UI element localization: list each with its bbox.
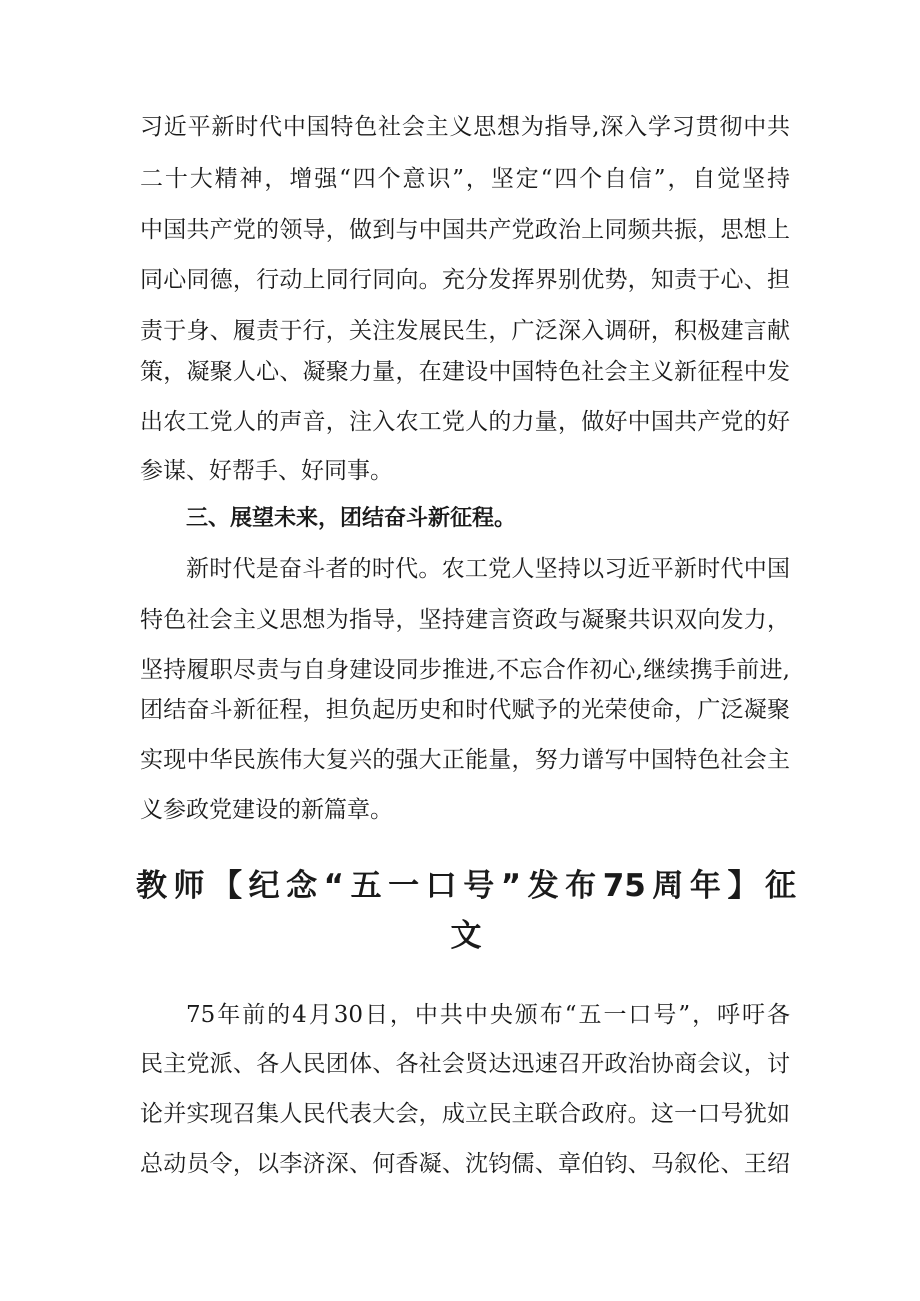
article-title: 教师【纪念“五一口号”发布75周年】征 <box>136 868 796 904</box>
paragraph-line: 策，凝聚人心、凝聚力量，在建设中国特色社会主义新征程中发 <box>140 359 790 385</box>
paragraph-line: 论并实现召集人民代表大会，成立民主联合政府。这一口号犹如 <box>140 1101 790 1127</box>
paragraph-line: 75年前的4月30日，中共中央颁布“五一口号”，呼吁各 <box>186 1002 790 1028</box>
paragraph-line: 参谋、好帮手、好同事。 <box>140 458 393 484</box>
paragraph-line: 新时代是奋斗者的时代。农工党人坚持以习近平新时代中国 <box>186 556 790 582</box>
paragraph-line: 习近平新时代中国特色社会主义思想为指导,深入学习贯彻中共 <box>140 114 790 140</box>
paragraph-line: 二十大精神，增强“四个意识”，坚定“四个自信”，自觉坚持 <box>140 166 790 192</box>
paragraph-line: 出农工党人的声音，注入农工党人的力量，做好中国共产党的好 <box>140 409 790 435</box>
paragraph-line: 中国共产党的领导，做到与中国共产党政治上同频共振，思想上 <box>140 217 790 243</box>
section-heading: 三、展望未来，团结奋斗新征程。 <box>186 506 517 531</box>
paragraph-line: 义参政党建设的新篇章。 <box>140 797 393 823</box>
paragraph-line: 团结奋斗新征程，担负起历史和时代赋予的光荣使命，广泛凝聚 <box>140 697 790 723</box>
paragraph-line: 坚持履职尽责与自身建设同步推进,不忘合作初心,继续携手前进, <box>140 657 790 683</box>
paragraph-line: 实现中华民族伟大复兴的强大正能量，努力谱写中国特色社会主 <box>140 747 790 773</box>
paragraph-line: 同心同德，行动上同行同向。充分发挥界别优势，知责于心、担 <box>140 267 790 293</box>
paragraph-line: 民主党派、各人民团体、各社会贤达迅速召开政治协商会议，讨 <box>140 1051 790 1077</box>
paragraph-line: 总动员令，以李济深、何香凝、沈钧儒、章伯钧、马叙伦、王绍 <box>140 1151 790 1177</box>
paragraph-line: 特色社会主义思想为指导，坚持建言资政与凝聚共识双向发力， <box>140 607 790 633</box>
article-title-continued: 文 <box>450 918 482 954</box>
paragraph-line: 责于身、履责于行，关注发展民生，广泛深入调研，积极建言献 <box>140 318 790 344</box>
